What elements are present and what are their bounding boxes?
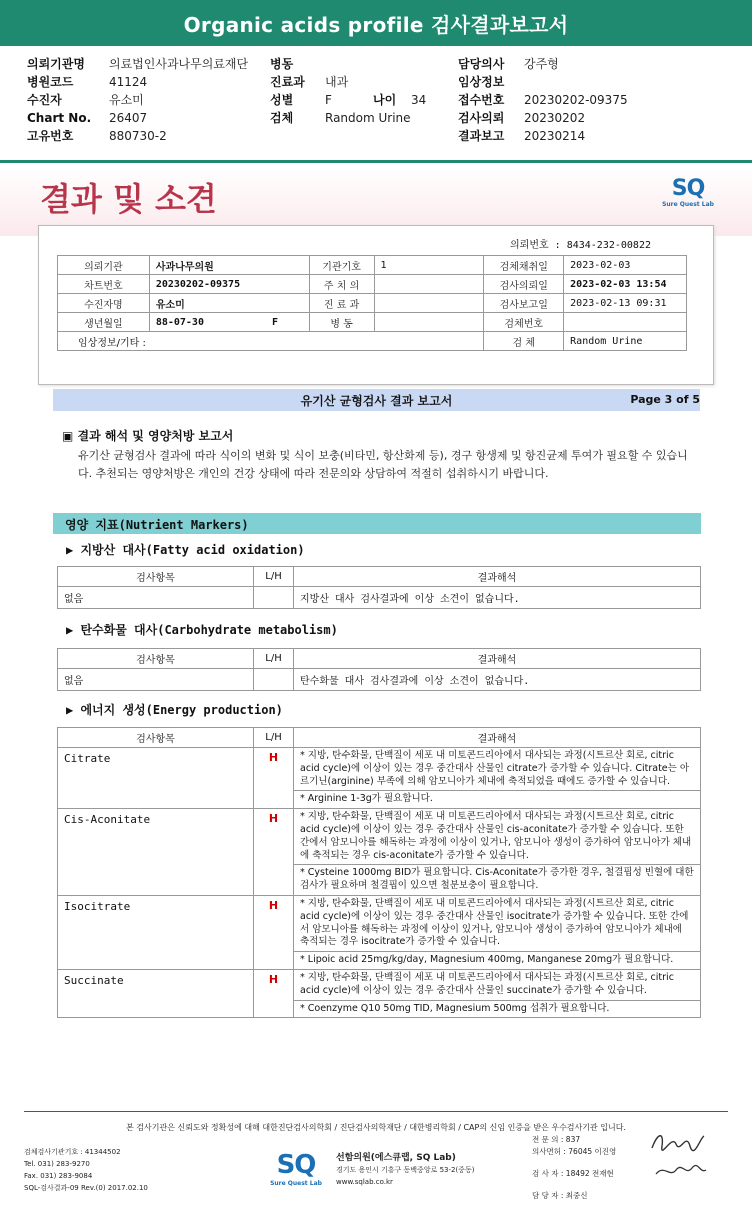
label-report-date: 결과보고 xyxy=(458,129,505,143)
label-hospital: 의뢰기관명 xyxy=(27,57,85,71)
value-hospital: 의료법인사과나무의료재단 xyxy=(109,57,249,71)
sq-logo-mark: SQ xyxy=(671,176,705,201)
report-band-title: 유기산 균형검사 결과 보고서 xyxy=(300,394,453,408)
sq-logo xyxy=(662,176,714,208)
carb-title: ▶ 탄수화물 대사(Carbohydrate metabolism) xyxy=(66,623,338,637)
table-row: 없음 탄수화물 대사 검사결과에 이상 소견이 없습니다. xyxy=(58,669,701,691)
info-collect-date: 2023-02-03 xyxy=(564,256,687,275)
info-row: 수진자명 유소미 진 료 과 검사보고일 2023-02-13 09:31 xyxy=(58,294,687,313)
table-row: Cis-Aconitate H * 지방, 탄수화물, 단백질이 세포 내 미토콘드리아에서 대사되는 과정(시트르산 회로, citric acid cycle)에 이상이 있는 경우 중간대사 산물인 cis-aconitate가 증가할 수 있습니다. 또한 간에서 암모니아를 해독하는 과정에 이상이 있거나, 암모니아 생성이 증가하여 암모니아가 체내에 축적되는 경우 cis-aconitate가 증가할 수 있습니다. xyxy=(58,809,701,865)
value-specimen: Random Urine xyxy=(325,111,411,125)
info-sex: F xyxy=(271,316,279,328)
tester-signature xyxy=(652,1160,708,1182)
value-unique-no: 880730-2 xyxy=(109,129,167,143)
value-doctor: 강주형 xyxy=(524,57,559,71)
header-col-2 xyxy=(270,55,426,127)
lab-contact: 검체검사기관기호 : 41344502 Tel. 031) 283-9270 Fax. 031) 283-9084 SQL-검사결과-09 Rev.(0) 2017.02.10 xyxy=(24,1148,148,1192)
lab-website: www.sqlab.co.kr xyxy=(336,1178,393,1186)
doctor-signature xyxy=(648,1128,708,1156)
request-number: 의뢰번호 : 8434-232-00822 xyxy=(510,240,651,251)
header-col-1 xyxy=(27,55,248,145)
footer-divider xyxy=(24,1111,728,1112)
value-sex: F xyxy=(325,93,332,107)
info-report-date: 2023-02-13 09:31 xyxy=(564,294,687,313)
item-citrate: Citrate xyxy=(58,748,254,809)
carb-table: 검사항목 L/H 결과해석 없음 탄수화물 대사 검사결과에 이상 소견이 없습니다. xyxy=(57,648,701,691)
info-row: 차트번호 20230202-09375 주 치 의 검사의뢰일 2023-02-03 13:54 xyxy=(58,275,687,294)
item-cis-aconitate: Cis-Aconitate xyxy=(58,809,254,896)
info-request-date: 2023-02-03 13:54 xyxy=(564,275,687,294)
flag-isocitrate: H xyxy=(254,895,294,969)
info-clinical: 임상정보/기타 : xyxy=(58,332,484,351)
info-hospital: 사과나무의원 xyxy=(149,256,309,275)
info-birthdate: 88-07-30 F xyxy=(149,313,309,332)
section-heading: ▣ 결과 해석 및 영양처방 보고서 xyxy=(62,429,234,443)
flag-cis-aconitate: H xyxy=(254,809,294,896)
label-clinical-info: 임상정보 xyxy=(458,75,505,89)
report-band xyxy=(53,389,700,411)
energy-title: ▶ 에너지 생성(Energy production) xyxy=(66,703,283,717)
info-patient-name: 유소미 xyxy=(149,294,309,313)
lab-name: 선함의원(에스큐랩, SQ Lab) xyxy=(336,1153,456,1163)
nutrient-markers-band: 영양 지표(Nutrient Markers) xyxy=(53,513,701,534)
label-chart-no: Chart No. xyxy=(27,111,92,125)
label-dept: 진료과 xyxy=(270,75,305,89)
patient-info-table xyxy=(57,255,687,351)
header-divider xyxy=(0,160,752,163)
report-title: Organic acids profile 검사결과보고서 xyxy=(0,0,752,46)
table-row: Succinate H * 지방, 탄수화물, 단백질이 세포 내 미토콘드리아에서 대사되는 과정(시트르산 회로, citric acid cycle)에 이상이 있는 경우 중간대사 산물인 succinate가 증가할 수 있습니다. xyxy=(58,969,701,1000)
value-patient: 유소미 xyxy=(109,93,144,107)
info-row: 의뢰기관 사과나무의원 기관기호 1 검체채취일 2023-02-03 xyxy=(58,256,687,275)
label-request-date: 검사의뢰 xyxy=(458,111,505,125)
info-row: 임상정보/기타 : 검 체 Random Urine xyxy=(58,332,687,351)
info-row: 생년월일 88-07-30 F 병 동 검체번호 xyxy=(58,313,687,332)
page-indicator: Page 3 of 5 xyxy=(630,393,700,406)
table-row: 없음 지방산 대사 검사결과에 이상 소견이 없습니다. xyxy=(58,587,701,609)
fatty-acid-title: ▶ 지방산 대사(Fatty acid oxidation) xyxy=(66,543,305,557)
accreditation-note: 본 검사기관은 신뢰도와 정확성에 대해 대한진단검사의학회 / 진단검사의학재단 / 대한병리학회 / CAP의 신임 인증을 받은 우수검사기관 입니다. xyxy=(126,1123,626,1132)
sq-logo-tagline: Sure Quest Lab xyxy=(662,201,714,208)
label-age: 나이 xyxy=(373,93,397,107)
label-patient: 수진자 xyxy=(27,93,62,107)
results-title: 결과 및 소견 xyxy=(40,180,217,218)
flag-citrate: H xyxy=(254,748,294,809)
footer-sq-logo: SQ Sure Quest Lab xyxy=(270,1150,322,1187)
value-dept: 내과 xyxy=(325,75,349,89)
label-receipt-no: 접수번호 xyxy=(458,93,505,107)
value-hospital-code: 41124 xyxy=(109,75,148,89)
label-doctor: 담당의사 xyxy=(458,57,505,71)
value-age: 34 xyxy=(411,93,427,107)
info-specimen: Random Urine xyxy=(564,332,687,351)
table-row: Citrate H * 지방, 탄수화물, 단백질이 세포 내 미토콘드리아에서 대사되는 과정(시트르산 회로, citric acid cycle)에 이상이 있는 경우 중간대사 산물인 citrate가 증가할 수 있습니다. Citrate는 아르기닌(arginine) 부족에 의해 암모니아가 체내에 축적되었을 때에도 증가할 수 있습니다. xyxy=(58,748,701,791)
value-request-date: 20230202 xyxy=(524,111,586,125)
item-isocitrate: Isocitrate xyxy=(58,895,254,969)
value-chart-no: 26407 xyxy=(109,111,148,125)
label-sex: 성별 xyxy=(270,93,294,107)
label-hospital-code: 병원코드 xyxy=(27,75,74,89)
flag-succinate: H xyxy=(254,969,294,1017)
label-ward: 병동 xyxy=(270,57,294,71)
lab-address: 선함의원(에스큐랩, SQ Lab) 경기도 용인시 기흥구 동백중앙로 53-2(중동) www.sqlab.co.kr xyxy=(336,1153,475,1186)
item-succinate: Succinate xyxy=(58,969,254,1017)
table-row: Isocitrate H * 지방, 탄수화물, 단백질이 세포 내 미토콘드리아에서 대사되는 과정(시트르산 회로, citric acid cycle)에 이상이 있는 경우 중간대사 산물인 isocitrate가 증가할 수 있습니다. 또한 간에서 암모니아를 해독하는 과정에 이상이 있거나, 암모니아 생성이 증가하여 암모니아가 체내에 축적되는 경우 isocitrate가 증가할 수 있습니다. xyxy=(58,895,701,951)
info-chart-no: 20230202-09375 xyxy=(149,275,309,294)
header-col-3 xyxy=(458,55,628,145)
section-intro: 유기산 균형검사 결과에 따라 식이의 변화 및 식이 보충(비타민, 항산화제 등), 경구 항생제 및 항진균제 투여가 필요할 수 있습니다. 추천되는 영양처방은 개인의 건강 상태에 따라 전문의와 상담하여 적절히 섭취하시기 바랍니다. xyxy=(78,449,688,480)
label-unique-no: 고유번호 xyxy=(27,129,74,143)
energy-table: 검사항목 L/H 결과해석 Citrate H * 지방, 탄수화물, 단백질이 세포 내 미토콘드리아에서 대사되는 과정(시트르산 회로, citric acid cycle)에 이상이 있는 경우 중간대사 산물인 citrate가 증가할 수 있습니다. Citrate는 아르기닌(arginine) 부족에 의해 암모니아가 체내에 축적되었을 때에도 증가할 수 있습니다. * Arginine 1-3g가 필요합니다. Cis-Aconitate H * 지방, 탄수화물, 단백질이 세포 내 미토콘드리아에서 대사되는 과정(시트르산 회로, citric acid cycle)에 이상이 있는 경우 중간대사 산물인 cis-aconitate가 증가할 수 있습니다. 또한 간에서 암모니아를 해독하는 과정에 이상이 있거나, 암모니아 생성이 증가하여 암모니아가 체내에 축적되는 경우 cis-aconitate가 증가할 수 있습니다. * Cysteine 1000mg BID가 필요합니다. Cis-Aconitate가 증가한 경우, 철결핍성 빈혈에 대한 검사가 필요하며 철결핍이 있으면 철분보충이 필요합니다. Isocitrate H * 지방, 탄수화물, 단백질이 세포 내 미토콘드리아에서 대사되는 과정(시트르산 회로, citric acid cycle)에 이상이 있는 경우 중간대사 산물인 isocitrate가 증가할 수 있습니다. 또한 간에서 암모니아를 해독하는 과정에 이상이 있거나, 암모니아 생성이 증가하여 암모니아가 체내에 축적되는 경우 isocitrate가 증가할 수 있습니다. * Lipoic acid 25mg/kg/day, Magnesium 400mg, Manganese 20mg가 필요합니다. Succinate H * 지방, 탄수화물, 단백질이 세포 내 미토콘드리아에서 대사되는 과정(시트르산 회로, citric acid cycle)에 이상이 있는 경우 중간대사 산물인 succinate가 증가할 수 있습니다. * Coenzyme Q10 50mg TID, Magnesium 500mg 섭취가 필요합니다. xyxy=(57,727,701,1018)
signatories: 전 문 의 : 837 의사면허 : 76045 이진영 검 사 자 : 18492 전재현 담 당 자 : 최중신 xyxy=(532,1135,617,1200)
fatty-acid-table: 검사항목 L/H 결과해석 없음 지방산 대사 검사결과에 이상 소견이 없습니다. xyxy=(57,566,701,609)
label-specimen: 검체 xyxy=(270,111,294,125)
value-receipt-no: 20230202-09375 xyxy=(524,93,628,107)
value-report-date: 20230214 xyxy=(524,129,586,143)
